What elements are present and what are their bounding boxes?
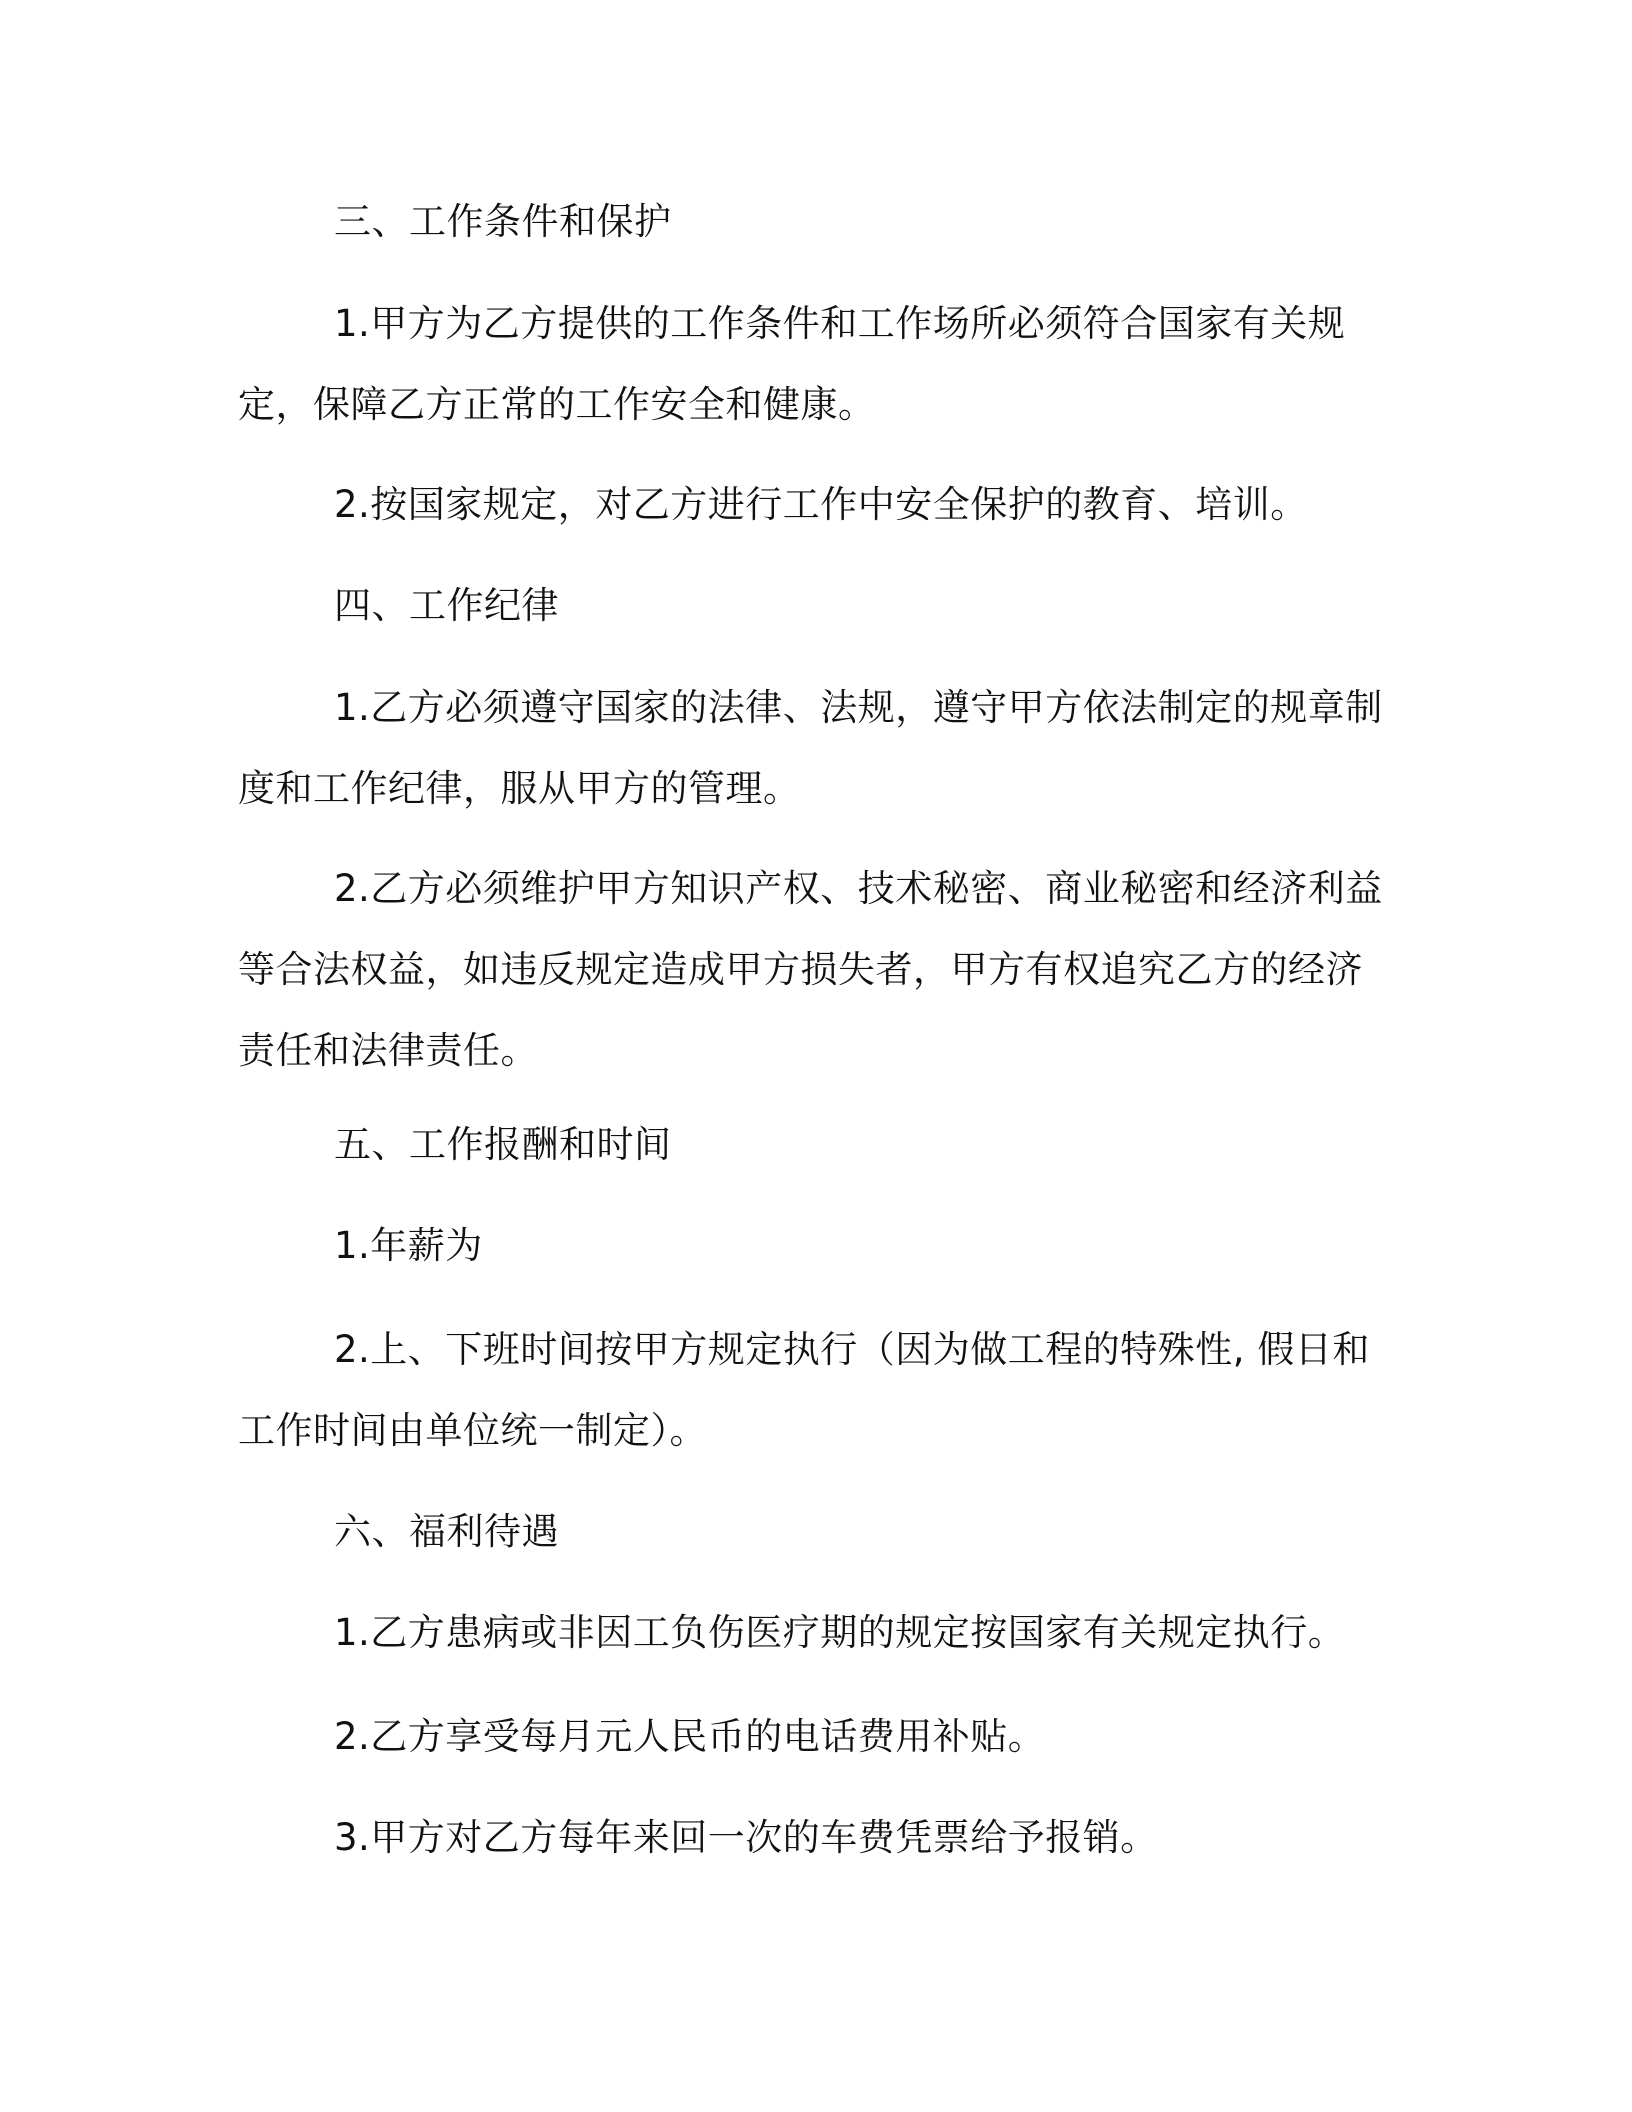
paragraph-working-hours: 2.上、下班时间按甲方规定执行（因为做工程的特殊性, 假日和工作时间由单位统一制定）。 [238, 1328, 1370, 1452]
paragraph-work-discipline-1: 1.乙方必须遵守国家的法律、法规，遵守甲方依法制定的规章制度和工作纪律，服从甲方的管理。 [238, 686, 1383, 810]
section-heading-pay-and-hours: 五、工作报酬和时间 [334, 1123, 672, 1166]
paragraph-benefits-2: 2.乙方享受每月元人民币的电话费用补贴。 [334, 1715, 1046, 1758]
paragraph-annual-salary: 1.年薪为 [334, 1224, 483, 1267]
paragraph-work-discipline-2: 2.乙方必须维护甲方知识产权、技术秘密、商业秘密和经济利益等合法权益，如违反规定造成甲方损失者，甲方有权追究乙方的经济责任和法律责任。 [238, 867, 1383, 1072]
paragraph-work-conditions-2: 2.按国家规定，对乙方进行工作中安全保护的教育、培训。 [334, 483, 1308, 526]
section-heading-work-conditions: 三、工作条件和保护 [334, 200, 672, 243]
paragraph-work-conditions-1: 1.甲方为乙方提供的工作条件和工作场所必须符合国家有关规定，保障乙方正常的工作安全和健康。 [238, 302, 1346, 426]
paragraph-benefits-3: 3.甲方对乙方每年来回一次的车费凭票给予报销。 [334, 1816, 1158, 1859]
paragraph-benefits-1: 1.乙方患病或非因工负伤医疗期的规定按国家有关规定执行。 [334, 1611, 1346, 1654]
section-heading-work-discipline: 四、工作纪律 [334, 584, 559, 627]
section-heading-benefits: 六、福利待遇 [334, 1510, 559, 1553]
